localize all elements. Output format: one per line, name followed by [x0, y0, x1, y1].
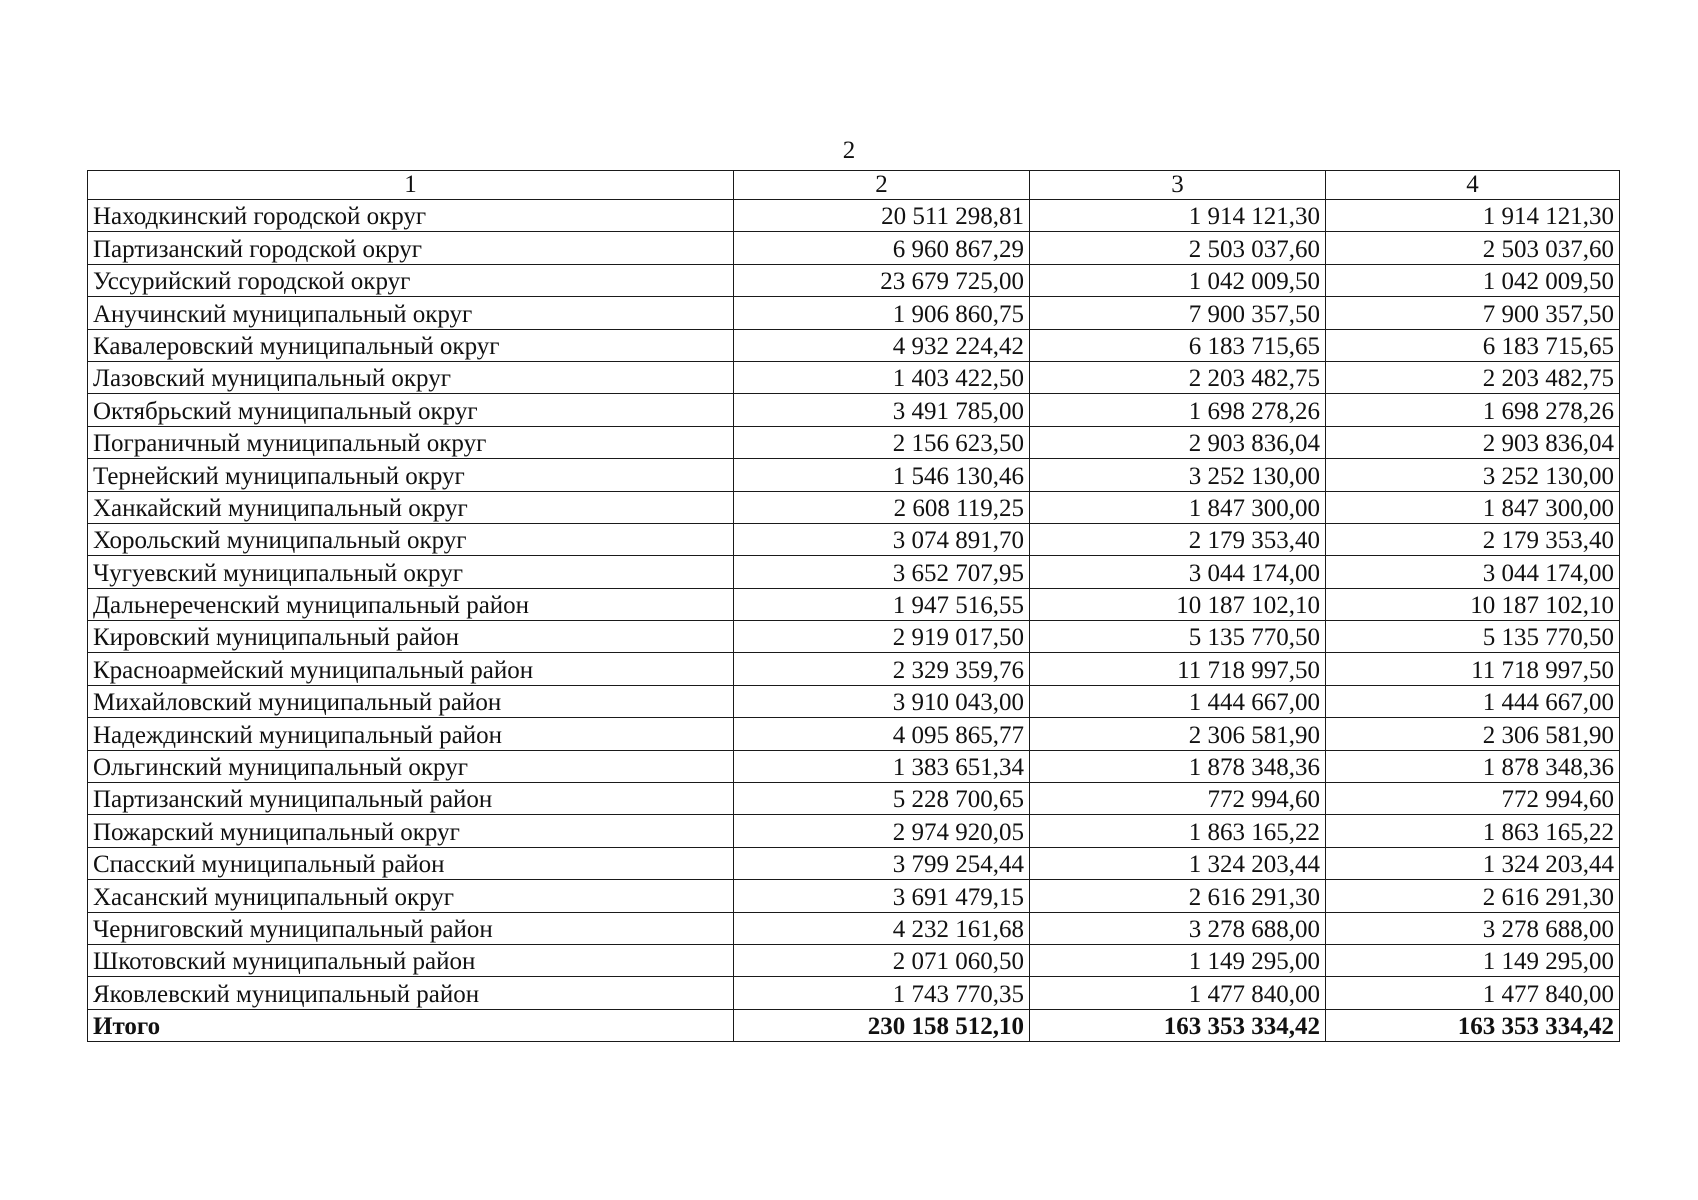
table-header	[88, 171, 1620, 200]
value-col-4-cell: 2 306 581,90	[1326, 718, 1620, 750]
value-col-3-cell: 2 503 037,60	[1030, 232, 1326, 264]
value-col-4-cell: 3 252 130,00	[1326, 459, 1620, 491]
value-col-2-cell: 5 228 700,65	[734, 783, 1030, 815]
municipality-name-cell: Хорольский муниципальный округ	[88, 523, 734, 555]
value-col-2-cell: 1 383 651,34	[734, 750, 1030, 782]
municipality-name-cell: Дальнереченский муниципальный район	[88, 588, 734, 620]
value-col-4-cell: 6 183 715,65	[1326, 329, 1620, 361]
value-col-3-cell: 3 252 130,00	[1030, 459, 1326, 491]
value-col-3-cell: 1 847 300,00	[1030, 491, 1326, 523]
value-col-2-cell: 2 608 119,25	[734, 491, 1030, 523]
page-number: 2	[842, 137, 856, 164]
municipality-name-cell: Уссурийский городской округ	[88, 264, 734, 296]
value-col-2-cell: 1 743 770,35	[734, 977, 1030, 1009]
value-col-3-cell: 1 042 009,50	[1030, 264, 1326, 296]
value-col-4-cell: 3 278 688,00	[1326, 912, 1620, 944]
value-col-2-cell: 1 546 130,46	[734, 459, 1030, 491]
table-row	[88, 912, 1620, 944]
value-col-3-cell: 1 444 667,00	[1030, 685, 1326, 717]
municipality-name-cell: Спасский муниципальный район	[88, 847, 734, 879]
total-row	[88, 1009, 1620, 1041]
value-col-4-cell: 1 698 278,26	[1326, 394, 1620, 426]
value-col-4-cell: 1 863 165,22	[1326, 815, 1620, 847]
value-col-4-cell: 1 324 203,44	[1326, 847, 1620, 879]
value-col-2-cell: 2 156 623,50	[734, 426, 1030, 458]
table-row	[88, 394, 1620, 426]
value-col-2-cell: 20 511 298,81	[734, 200, 1030, 232]
value-col-3-cell: 2 203 482,75	[1030, 361, 1326, 393]
table-row	[88, 459, 1620, 491]
municipality-name-cell: Кавалеровский муниципальный округ	[88, 329, 734, 361]
value-col-4-cell: 2 179 353,40	[1326, 523, 1620, 555]
municipality-name-cell: Ханкайский муниципальный округ	[88, 491, 734, 523]
value-col-2-cell: 1 906 860,75	[734, 297, 1030, 329]
value-col-3-cell: 772 994,60	[1030, 783, 1326, 815]
table-row	[88, 977, 1620, 1009]
value-col-3-cell: 5 135 770,50	[1030, 621, 1326, 653]
value-col-4-cell: 1 914 121,30	[1326, 200, 1620, 232]
header-row	[88, 171, 1620, 200]
total-value-col-3: 163 353 334,42	[1030, 1009, 1326, 1041]
municipality-name-cell: Михайловский муниципальный район	[88, 685, 734, 717]
municipality-name-cell: Надеждинский муниципальный район	[88, 718, 734, 750]
column-header-2: 2	[734, 171, 1030, 200]
table-row	[88, 361, 1620, 393]
municipality-name-cell: Чугуевский муниципальный округ	[88, 556, 734, 588]
total-label: Итого	[88, 1009, 734, 1041]
table-row	[88, 329, 1620, 361]
value-col-2-cell: 2 071 060,50	[734, 944, 1030, 976]
table-row	[88, 685, 1620, 717]
table-row	[88, 750, 1620, 782]
value-col-4-cell: 7 900 357,50	[1326, 297, 1620, 329]
value-col-4-cell: 2 616 291,30	[1326, 880, 1620, 912]
value-col-3-cell: 7 900 357,50	[1030, 297, 1326, 329]
value-col-2-cell: 3 799 254,44	[734, 847, 1030, 879]
column-header-4: 4	[1326, 171, 1620, 200]
value-col-2-cell: 3 074 891,70	[734, 523, 1030, 555]
municipality-name-cell: Октябрьский муниципальный округ	[88, 394, 734, 426]
municipality-name-cell: Партизанский городской округ	[88, 232, 734, 264]
table-row	[88, 880, 1620, 912]
value-col-2-cell: 4 232 161,68	[734, 912, 1030, 944]
value-col-4-cell: 11 718 997,50	[1326, 653, 1620, 685]
value-col-2-cell: 3 652 707,95	[734, 556, 1030, 588]
column-header-3: 3	[1030, 171, 1326, 200]
table-row	[88, 847, 1620, 879]
value-col-2-cell: 1 403 422,50	[734, 361, 1030, 393]
value-col-4-cell: 1 878 348,36	[1326, 750, 1620, 782]
value-col-3-cell: 10 187 102,10	[1030, 588, 1326, 620]
value-col-4-cell: 1 042 009,50	[1326, 264, 1620, 296]
value-col-4-cell: 2 203 482,75	[1326, 361, 1620, 393]
value-col-3-cell: 1 324 203,44	[1030, 847, 1326, 879]
value-col-4-cell: 1 847 300,00	[1326, 491, 1620, 523]
value-col-2-cell: 1 947 516,55	[734, 588, 1030, 620]
total-value-col-4: 163 353 334,42	[1326, 1009, 1620, 1041]
value-col-3-cell: 2 616 291,30	[1030, 880, 1326, 912]
municipality-name-cell: Красноармейский муниципальный район	[88, 653, 734, 685]
value-col-2-cell: 23 679 725,00	[734, 264, 1030, 296]
value-col-4-cell: 2 903 836,04	[1326, 426, 1620, 458]
value-col-3-cell: 3 278 688,00	[1030, 912, 1326, 944]
total-value-col-2: 230 158 512,10	[734, 1009, 1030, 1041]
value-col-3-cell: 1 878 348,36	[1030, 750, 1326, 782]
data-table	[87, 170, 1620, 1042]
value-col-3-cell: 2 306 581,90	[1030, 718, 1326, 750]
value-col-2-cell: 2 974 920,05	[734, 815, 1030, 847]
value-col-4-cell: 2 503 037,60	[1326, 232, 1620, 264]
table-row	[88, 523, 1620, 555]
value-col-3-cell: 1 477 840,00	[1030, 977, 1326, 1009]
value-col-4-cell: 10 187 102,10	[1326, 588, 1620, 620]
municipality-name-cell: Находкинский городской округ	[88, 200, 734, 232]
value-col-4-cell: 3 044 174,00	[1326, 556, 1620, 588]
municipality-name-cell: Лазовский муниципальный округ	[88, 361, 734, 393]
value-col-3-cell: 3 044 174,00	[1030, 556, 1326, 588]
table-row	[88, 588, 1620, 620]
value-col-2-cell: 2 329 359,76	[734, 653, 1030, 685]
value-col-2-cell: 4 932 224,42	[734, 329, 1030, 361]
value-col-2-cell: 3 910 043,00	[734, 685, 1030, 717]
value-col-4-cell: 1 149 295,00	[1326, 944, 1620, 976]
table-row	[88, 621, 1620, 653]
value-col-2-cell: 3 491 785,00	[734, 394, 1030, 426]
value-col-2-cell: 6 960 867,29	[734, 232, 1030, 264]
municipality-name-cell: Кировский муниципальный район	[88, 621, 734, 653]
table-row	[88, 718, 1620, 750]
municipality-name-cell: Тернейский муниципальный округ	[88, 459, 734, 491]
table-row	[88, 556, 1620, 588]
table-row	[88, 200, 1620, 232]
municipality-name-cell: Хасанский муниципальный округ	[88, 880, 734, 912]
column-header-1: 1	[88, 171, 734, 200]
table-body	[88, 200, 1620, 1042]
municipality-name-cell: Черниговский муниципальный район	[88, 912, 734, 944]
table-row	[88, 426, 1620, 458]
municipality-name-cell: Партизанский муниципальный район	[88, 783, 734, 815]
value-col-2-cell: 2 919 017,50	[734, 621, 1030, 653]
value-col-2-cell: 3 691 479,15	[734, 880, 1030, 912]
value-col-3-cell: 1 698 278,26	[1030, 394, 1326, 426]
value-col-3-cell: 1 863 165,22	[1030, 815, 1326, 847]
table-row	[88, 264, 1620, 296]
table-row	[88, 783, 1620, 815]
municipality-name-cell: Пожарский муниципальный округ	[88, 815, 734, 847]
value-col-4-cell: 772 994,60	[1326, 783, 1620, 815]
value-col-3-cell: 2 179 353,40	[1030, 523, 1326, 555]
municipality-name-cell: Яковлевский муниципальный район	[88, 977, 734, 1009]
value-col-4-cell: 1 477 840,00	[1326, 977, 1620, 1009]
table-row	[88, 297, 1620, 329]
value-col-4-cell: 1 444 667,00	[1326, 685, 1620, 717]
municipality-name-cell: Анучинский муниципальный округ	[88, 297, 734, 329]
municipality-name-cell: Ольгинский муниципальный округ	[88, 750, 734, 782]
table-row	[88, 944, 1620, 976]
municipality-name-cell: Пограничный муниципальный округ	[88, 426, 734, 458]
municipality-name-cell: Шкотовский муниципальный район	[88, 944, 734, 976]
table-row	[88, 653, 1620, 685]
table-row	[88, 491, 1620, 523]
table-row	[88, 232, 1620, 264]
value-col-3-cell: 1 149 295,00	[1030, 944, 1326, 976]
value-col-3-cell: 2 903 836,04	[1030, 426, 1326, 458]
value-col-3-cell: 1 914 121,30	[1030, 200, 1326, 232]
table-row	[88, 815, 1620, 847]
value-col-4-cell: 5 135 770,50	[1326, 621, 1620, 653]
value-col-3-cell: 11 718 997,50	[1030, 653, 1326, 685]
value-col-3-cell: 6 183 715,65	[1030, 329, 1326, 361]
value-col-2-cell: 4 095 865,77	[734, 718, 1030, 750]
